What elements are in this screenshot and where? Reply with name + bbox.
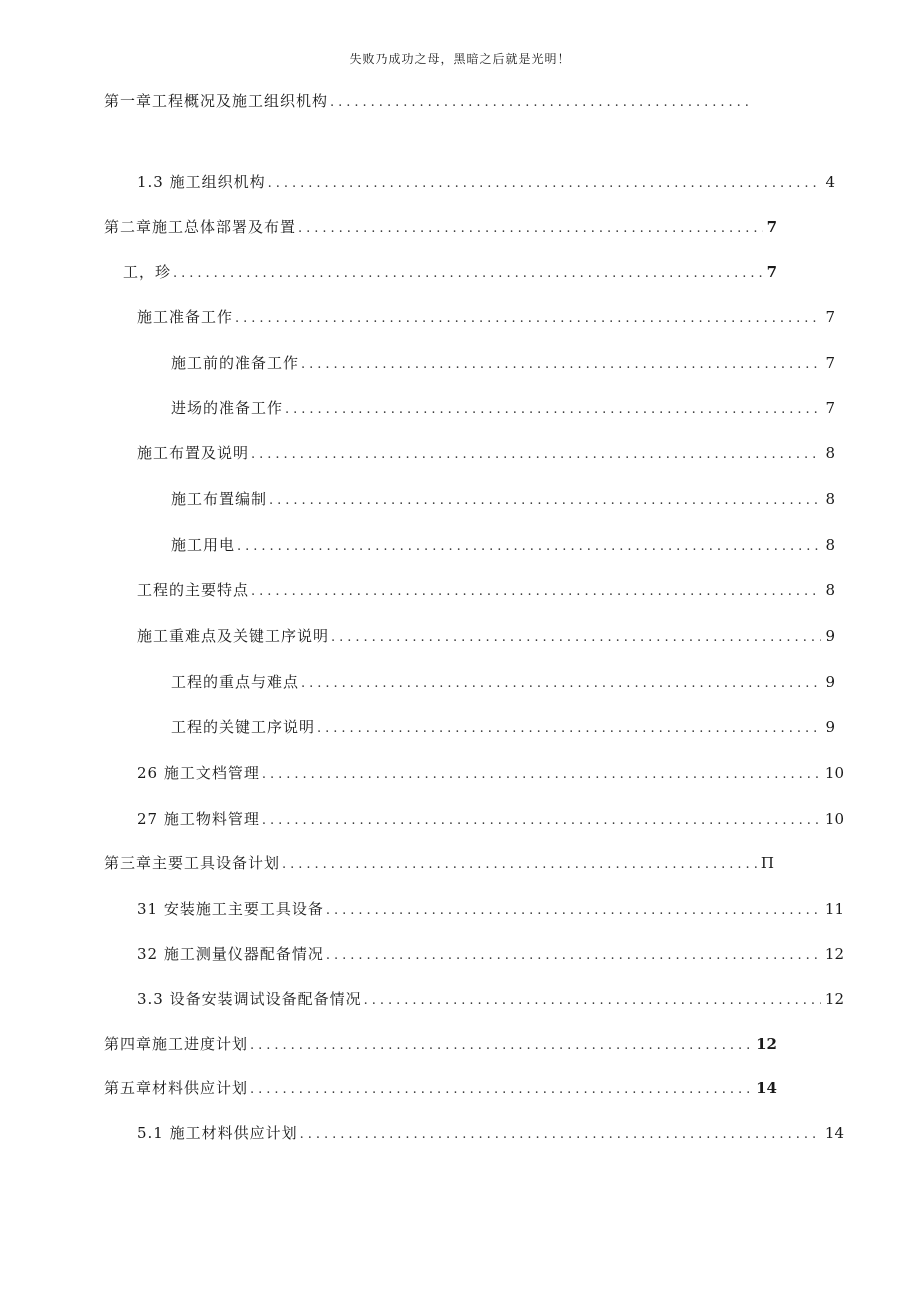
toc-entry-label: 32 施工测量仪器配备情况 [137, 945, 324, 963]
toc-entry-page: 7 [766, 218, 777, 236]
toc-entry-1-3[interactable] [137, 172, 835, 194]
toc-entry-2-4[interactable] [137, 580, 835, 602]
toc-entry-label: 工，珍 [123, 263, 172, 281]
toc-entry-page: 7 [825, 308, 835, 326]
toc-entry-chapter-4[interactable] [104, 1034, 777, 1056]
toc-entry-label: 施工前的准备工作 [171, 354, 300, 372]
toc-entry-label: 施工用电 [171, 536, 236, 554]
toc-entry-page: 11 [824, 900, 844, 918]
toc-leader-dots [285, 400, 821, 420]
toc-entry-label: 施工布置及说明 [137, 444, 250, 462]
toc-entry-label: 27 施工物料管理 [137, 810, 260, 828]
toc-entry-label: 工程的重点与难点 [171, 673, 300, 691]
toc-entry-chapter-5[interactable] [104, 1078, 777, 1100]
toc-entry-label: 第二章施工总体部署及布置 [104, 218, 297, 236]
toc-entry-label: 施工重难点及关键工序说明 [137, 627, 330, 645]
toc-entry-2-5-2[interactable] [171, 717, 835, 739]
page-header-motto: 失败乃成功之母，黑暗之后就是光明！ [349, 52, 571, 66]
toc-entry-page: 14 [824, 1124, 844, 1142]
toc-entry-2-7[interactable] [137, 809, 844, 831]
toc-entry-page: 14 [756, 1079, 777, 1097]
toc-leader-dots [282, 855, 757, 875]
toc-entry-label: 进场的准备工作 [171, 399, 284, 417]
toc-leader-dots [250, 1080, 752, 1100]
toc-entry-page: 12 [756, 1035, 777, 1053]
toc-entry-page: 10 [824, 810, 844, 828]
toc-leader-dots [326, 901, 821, 921]
toc-entry-chapter-2[interactable] [104, 217, 777, 239]
toc-entry-page: 7 [766, 263, 777, 281]
toc-leader-dots [331, 628, 821, 648]
toc-entry-chapter-3[interactable] [104, 853, 774, 875]
toc-entry-page: 7 [825, 354, 835, 372]
toc-leader-dots [237, 537, 821, 557]
toc-leader-dots [173, 264, 763, 284]
toc-entry-page: 7 [825, 399, 835, 417]
toc-leader-dots [262, 765, 821, 785]
toc-entry-page: 8 [825, 536, 835, 554]
toc-entry-label: 施工布置编制 [171, 490, 268, 508]
toc-leader-dots [262, 811, 821, 831]
toc-entry-label: 3.3 设备安装调试设备配备情况 [137, 990, 362, 1008]
toc-entry-page: 9 [825, 627, 835, 645]
toc-entry-2-3[interactable] [137, 443, 835, 465]
toc-entry-label: 第五章材料供应计划 [104, 1079, 249, 1097]
toc-entry-2-3-2[interactable] [171, 535, 835, 557]
toc-entry-page: 10 [824, 764, 844, 782]
toc-entry-2-1[interactable] [123, 262, 777, 284]
toc-entry-label: 工程的主要特点 [137, 581, 250, 599]
toc-entry-5-1[interactable] [137, 1123, 844, 1145]
toc-entry-3-3[interactable] [137, 989, 844, 1011]
toc-entry-page: 8 [825, 490, 835, 508]
toc-entry-page: 12 [824, 990, 844, 1008]
toc-leader-dots [250, 1036, 752, 1056]
toc-entry-page: Π [760, 854, 774, 872]
toc-entry-page: 9 [825, 718, 835, 736]
toc-entry-3-2[interactable] [137, 944, 844, 966]
toc-leader-dots [301, 355, 821, 375]
toc-entry-label: 26 施工文档管理 [137, 764, 260, 782]
toc-entry-label: 第一章工程概况及施工组织机构 [104, 92, 329, 110]
toc-leader-dots [251, 445, 821, 465]
toc-leader-dots [326, 946, 821, 966]
toc-entry-2-5-1[interactable] [171, 672, 835, 694]
toc-entry-page: 9 [825, 673, 835, 691]
toc-entry-label: 第三章主要工具设备计划 [104, 854, 281, 872]
toc-entry-label: 工程的关键工序说明 [171, 718, 316, 736]
toc-entry-2-5[interactable] [137, 626, 835, 648]
toc-leader-dots [300, 1125, 821, 1145]
toc-entry-2-3-1[interactable] [171, 489, 835, 511]
toc-leader-dots [317, 719, 821, 739]
toc-entry-label: 1.3 施工组织机构 [137, 173, 266, 191]
toc-leader-dots [268, 174, 822, 194]
toc-leader-dots [235, 309, 821, 329]
toc-leader-dots [251, 582, 821, 602]
toc-entry-2-2[interactable] [137, 307, 835, 329]
toc-entry-3-1[interactable] [137, 899, 844, 921]
toc-entry-2-2-2[interactable] [171, 398, 835, 420]
toc-leader-dots [330, 93, 751, 113]
toc-entry-label: 31 安装施工主要工具设备 [137, 900, 324, 918]
toc-entry-label: 5.1 施工材料供应计划 [137, 1124, 298, 1142]
toc-entry-page: 8 [825, 581, 835, 599]
toc-entry-2-2-1[interactable] [171, 353, 835, 375]
toc-leader-dots [298, 219, 763, 239]
toc-entry-label: 施工准备工作 [137, 308, 234, 326]
toc-entry-chapter-1[interactable] [104, 91, 755, 113]
toc-entry-page: 8 [825, 444, 835, 462]
toc-entry-2-6[interactable] [137, 763, 844, 785]
toc-entry-page: 4 [825, 173, 835, 191]
toc-leader-dots [301, 674, 821, 694]
toc-leader-dots [364, 991, 821, 1011]
toc-entry-label: 第四章施工进度计划 [104, 1035, 249, 1053]
toc-entry-page: 12 [824, 945, 844, 963]
toc-leader-dots [269, 491, 821, 511]
